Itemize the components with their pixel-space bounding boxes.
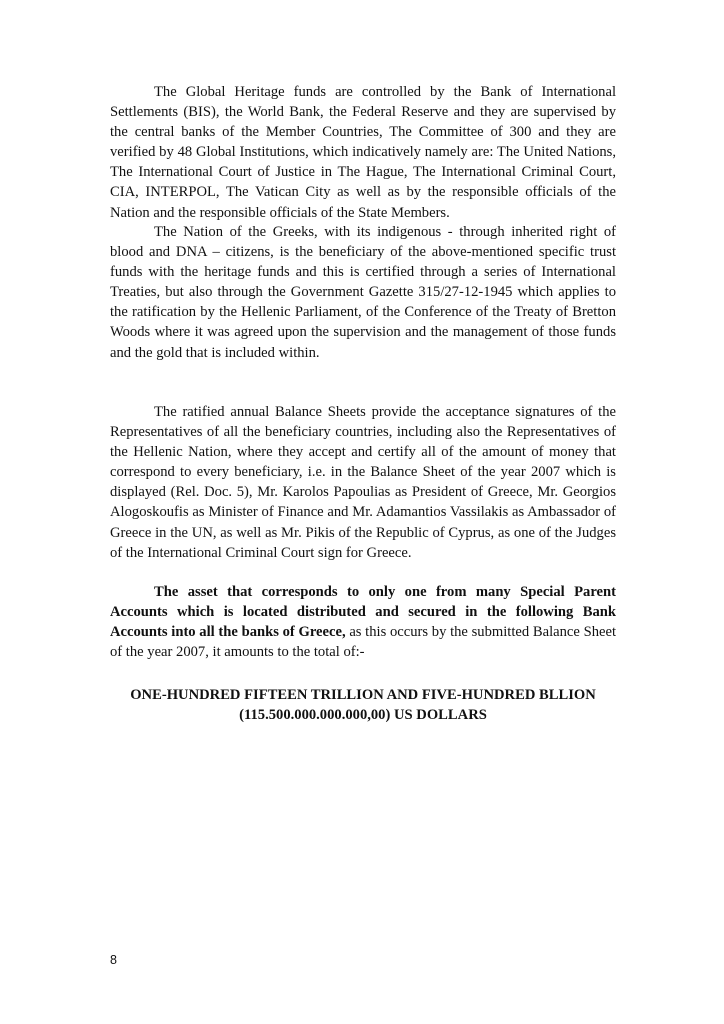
asset-statement-regular-text: as this occurs by the submitted Balance Sheet of the year 2007, it amounts to the total of:- <box>110 624 617 661</box>
paragraph-nation-of-greeks: The Nation of the Greeks, with its indigenous - through inherited right of blood and DNA – citizens, is the beneficiary of the above-mentioned specific trust funds with the heritage funds and this is certified through a series of International Treaties, but also through the Government Gazette 315/27-12-1945 which applies to the ratification by the Hellenic Parliament, of the Conference of the Treaty of Bretton Woods where it was agreed upon the supervision and the management of those funds and the gold that is included within. <box>110 224 616 361</box>
total-amount-heading <box>110 685 616 725</box>
paragraph-global-heritage-funds: The Global Heritage funds are controlled by the Bank of International Settlements (BIS), the World Bank, the Federal Reserve and they are supervised by the central banks of the Member Countries, The Committee of 300 and they are verified by 48 Global Institutions, which indicatively namely are: The United Nations, The International Court of Justice in The Hague, The International Criminal Court, CIA, INTERPOL, The Vatican City as well as by the responsible officials of the Nation and the responsible officials of the State Members. <box>110 84 616 221</box>
paragraph-balance-sheets: The ratified annual Balance Sheets provide the acceptance signatures of the Representatives of all the beneficiary countries, including also the Representatives of the Hellenic Nation, where they accept and certify all of the amount of money that correspond to every beneficiary, i.e. in the Balance Sheet of the year 2007 which is displayed (Rel. Doc. 5), Mr. Karolos Papoulias as President of Greece, Mr. Georgios Alogoskoufis as Minister of Finance and Mr. Adamantios Vassilakis as Ambassador of Greece in the UN, as well as Mr. Pikis of the Republic of Cyprus, as one of the Judges of the International Criminal Court sign for Greece. <box>110 404 616 561</box>
paragraph-asset-statement <box>110 582 616 662</box>
asset-statement-bold-text: The asset that corresponds to only one from many Special Parent Accounts which is located distributed and secured in the following Bank Accounts into all the banks of Greece, <box>110 584 616 641</box>
page-number: 8 <box>110 953 117 967</box>
total-amount-words: ONE-HUNDRED FIFTEEN TRILLION AND FIVE-HUNDRED BLLION <box>130 687 596 703</box>
total-amount-figures: (115.500.000.000.000,00) US DOLLARS <box>239 707 487 724</box>
